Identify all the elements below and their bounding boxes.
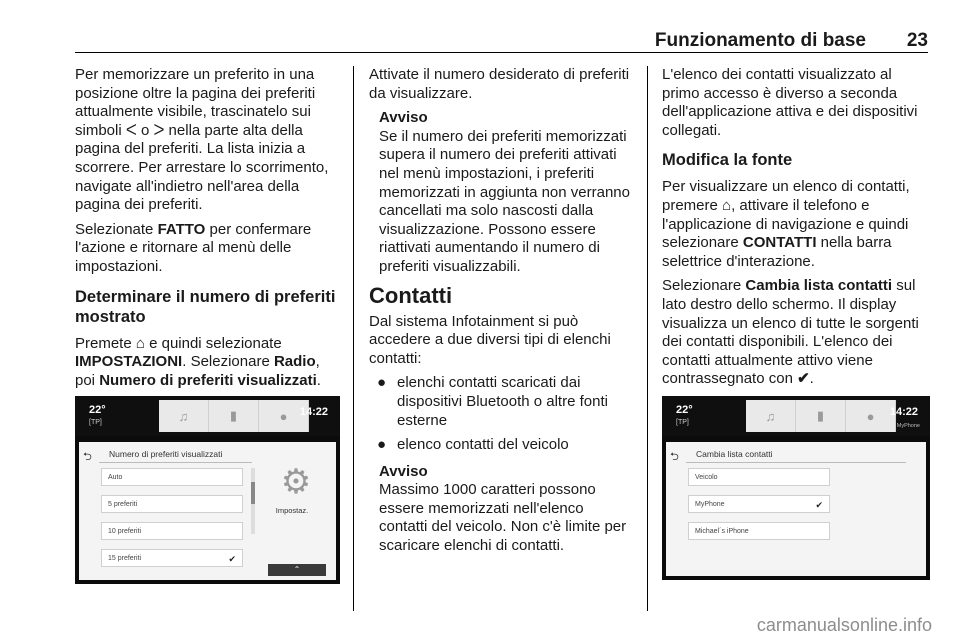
text-bold: Cambia lista contatti — [745, 277, 893, 295]
text: Selezionate — [75, 220, 158, 238]
page-header — [75, 30, 928, 52]
list-item[interactable] — [101, 495, 243, 513]
clock: 14:22 — [889, 406, 918, 418]
divider — [99, 462, 252, 463]
list-item-label: Auto — [108, 474, 123, 481]
app-icon-bar — [159, 400, 309, 432]
apps-icon[interactable]: ● — [846, 400, 896, 432]
screen-title: Cambia lista contatti — [696, 449, 773, 459]
tp-indicator: [TP] — [89, 419, 102, 426]
chevron-up-icon: ⌃ — [293, 565, 301, 574]
temperature: 22° — [676, 404, 693, 416]
note-box — [369, 109, 634, 276]
paragraph: Dal sistema Infotainment si può accedere a due diversi tipi di elenchi contatti: — [369, 312, 611, 367]
settings-screen — [79, 442, 336, 580]
checkmark-icon: ✔ — [797, 370, 810, 388]
text: Selezionare — [662, 277, 746, 295]
note-title: Avviso — [379, 109, 428, 127]
note-text: Massimo 1000 caratteri possono essere memorizzati nell'elenco contatti del veicolo. Non c'è limite per scaricare elenchi di contatti. — [379, 481, 627, 555]
bullet-list — [369, 374, 634, 454]
list-item-label: MyPhone — [695, 501, 725, 508]
divider — [686, 462, 906, 463]
header-title: Funzionamento di base — [654, 30, 866, 51]
column-divider — [647, 66, 648, 611]
phone-icon[interactable]: ▮ — [209, 400, 259, 432]
column-2 — [369, 66, 634, 562]
text-bold: CONTATTI — [742, 234, 817, 252]
column-3 — [662, 66, 930, 395]
text: nella barra selettrice d'interazione. — [662, 234, 892, 270]
section-heading: Determinare il numero di preferiti mostrato — [75, 287, 336, 326]
tp-indicator: [TP] — [676, 419, 689, 426]
settings-label: Impostaz. — [275, 506, 309, 515]
text: per confermare l'azione e ritornare al menù delle impostazioni. — [75, 220, 312, 275]
text: e quindi selezionate — [144, 334, 282, 352]
list-item[interactable] — [688, 495, 830, 513]
watermark: carmanualsonline.info — [756, 615, 932, 635]
text: , attivare il telefono e l'applicazione di navigazione e quindi selezionare — [662, 196, 909, 252]
list-item[interactable] — [101, 549, 243, 567]
app-icon-bar — [746, 400, 896, 432]
list-item[interactable] — [688, 468, 830, 486]
list-item[interactable] — [688, 522, 830, 540]
checkmark-icon: ✔ — [815, 500, 823, 510]
infotainment-screenshot — [75, 396, 340, 584]
header-rule — [75, 52, 928, 53]
paragraph — [662, 178, 930, 271]
list-item — [369, 374, 634, 430]
note-text: Se il numero dei preferiti memorizzati supera il numero dei preferiti attivati nel menù impostazioni, i preferiti memorizzati in aggiunta non verranno cancellati ma solo nascosti dalla visualizzazione. Possono essere riattivati aumentando il numero di preferiti visualizzabili. — [379, 127, 630, 275]
bullet-icon: ● — [377, 436, 387, 454]
infotainment-screenshot — [662, 396, 930, 580]
scrollbar[interactable] — [251, 468, 255, 534]
music-icon[interactable]: ♫ — [746, 400, 796, 432]
home-icon: ⌂ — [135, 334, 145, 352]
paragraph — [75, 335, 340, 391]
bullet-icon: ● — [377, 374, 387, 392]
back-icon[interactable]: ⮌ — [83, 451, 92, 463]
text: . — [316, 371, 321, 389]
list-item-label: 15 preferiti — [108, 555, 142, 562]
text-bold: Numero di preferiti visualizzati — [99, 371, 317, 389]
list-item-label: Michael´s iPhone — [695, 528, 749, 535]
gear-icon: ⚙ — [280, 463, 312, 501]
apps-icon[interactable]: ● — [259, 400, 309, 432]
note-title: Avviso — [379, 462, 428, 480]
phone-icon[interactable]: ▮ — [796, 400, 846, 432]
text: Premete — [75, 334, 136, 352]
contacts-source-screen — [666, 442, 926, 576]
paragraph: Per memorizzare un preferito in una posizione oltre la pagina dei preferiti attualmente visibile, trascinatelo sui simboli ᐸ o ᐳ nella parte alta della pagina del preferiti. La lista inizia a scorrere. Per arrestare lo scorrimento, navigate all'indietro nell'area della pagina dei preferiti. — [75, 66, 329, 214]
list-item-text: elenchi contatti scaricati dai dispositivi Bluetooth o altre fonti esterne — [397, 374, 608, 429]
note-box — [369, 463, 634, 556]
paragraph: L'elenco dei contatti visualizzato al primo accesso è diverso a seconda dell'applicazione attiva e dei dispositivi collegati. — [662, 66, 918, 139]
list-item[interactable] — [101, 522, 243, 540]
column-1 — [75, 66, 340, 396]
text: , poi — [75, 353, 320, 389]
list-item[interactable] — [101, 468, 243, 486]
clock: 14:22 — [299, 406, 328, 418]
text-bold: Radio — [273, 353, 316, 371]
music-icon[interactable]: ♫ — [159, 400, 209, 432]
list-item — [369, 436, 634, 455]
temperature: 22° — [89, 404, 106, 416]
paragraph: Attivate il numero desiderato di preferiti da visualizzare. — [369, 66, 630, 102]
section-heading: Modifica la fonte — [662, 151, 793, 170]
collapse-button[interactable] — [268, 564, 326, 576]
text: sul lato destro dello schermo. Il display visualizza un elenco di tutte le sorgenti dei contatti disponibili. L'elenco dei contatti attualmente attivo viene contrassegnato con — [662, 277, 919, 388]
text-bold: IMPOSTAZIONI — [75, 353, 183, 371]
column-divider — [353, 66, 354, 611]
list-item-label: Veicolo — [695, 474, 718, 481]
chapter-heading: Contatti — [369, 282, 453, 308]
screen-title: Numero di preferiti visualizzati — [109, 449, 223, 459]
paragraph — [75, 221, 340, 277]
page-number: 23 — [906, 30, 928, 51]
scrollbar-thumb[interactable] — [251, 482, 255, 504]
status-bar — [75, 396, 340, 436]
checkmark-icon: ✔ — [228, 554, 236, 564]
text: . Selezionare — [182, 353, 274, 371]
home-icon: ⌂ — [722, 196, 732, 214]
connected-phone-label: MyPhone — [896, 423, 920, 429]
list-item-text: elenco contatti del veicolo — [397, 436, 569, 454]
text: . — [809, 370, 814, 388]
status-bar — [662, 396, 930, 436]
list-item-label: 5 preferiti — [108, 501, 138, 508]
text-bold: FATTO — [157, 220, 206, 238]
back-icon[interactable]: ⮌ — [670, 451, 679, 463]
list-item-label: 10 preferiti — [108, 528, 142, 535]
text: Per visualizzare un elenco di contatti, premere — [662, 178, 910, 214]
paragraph — [662, 277, 930, 389]
